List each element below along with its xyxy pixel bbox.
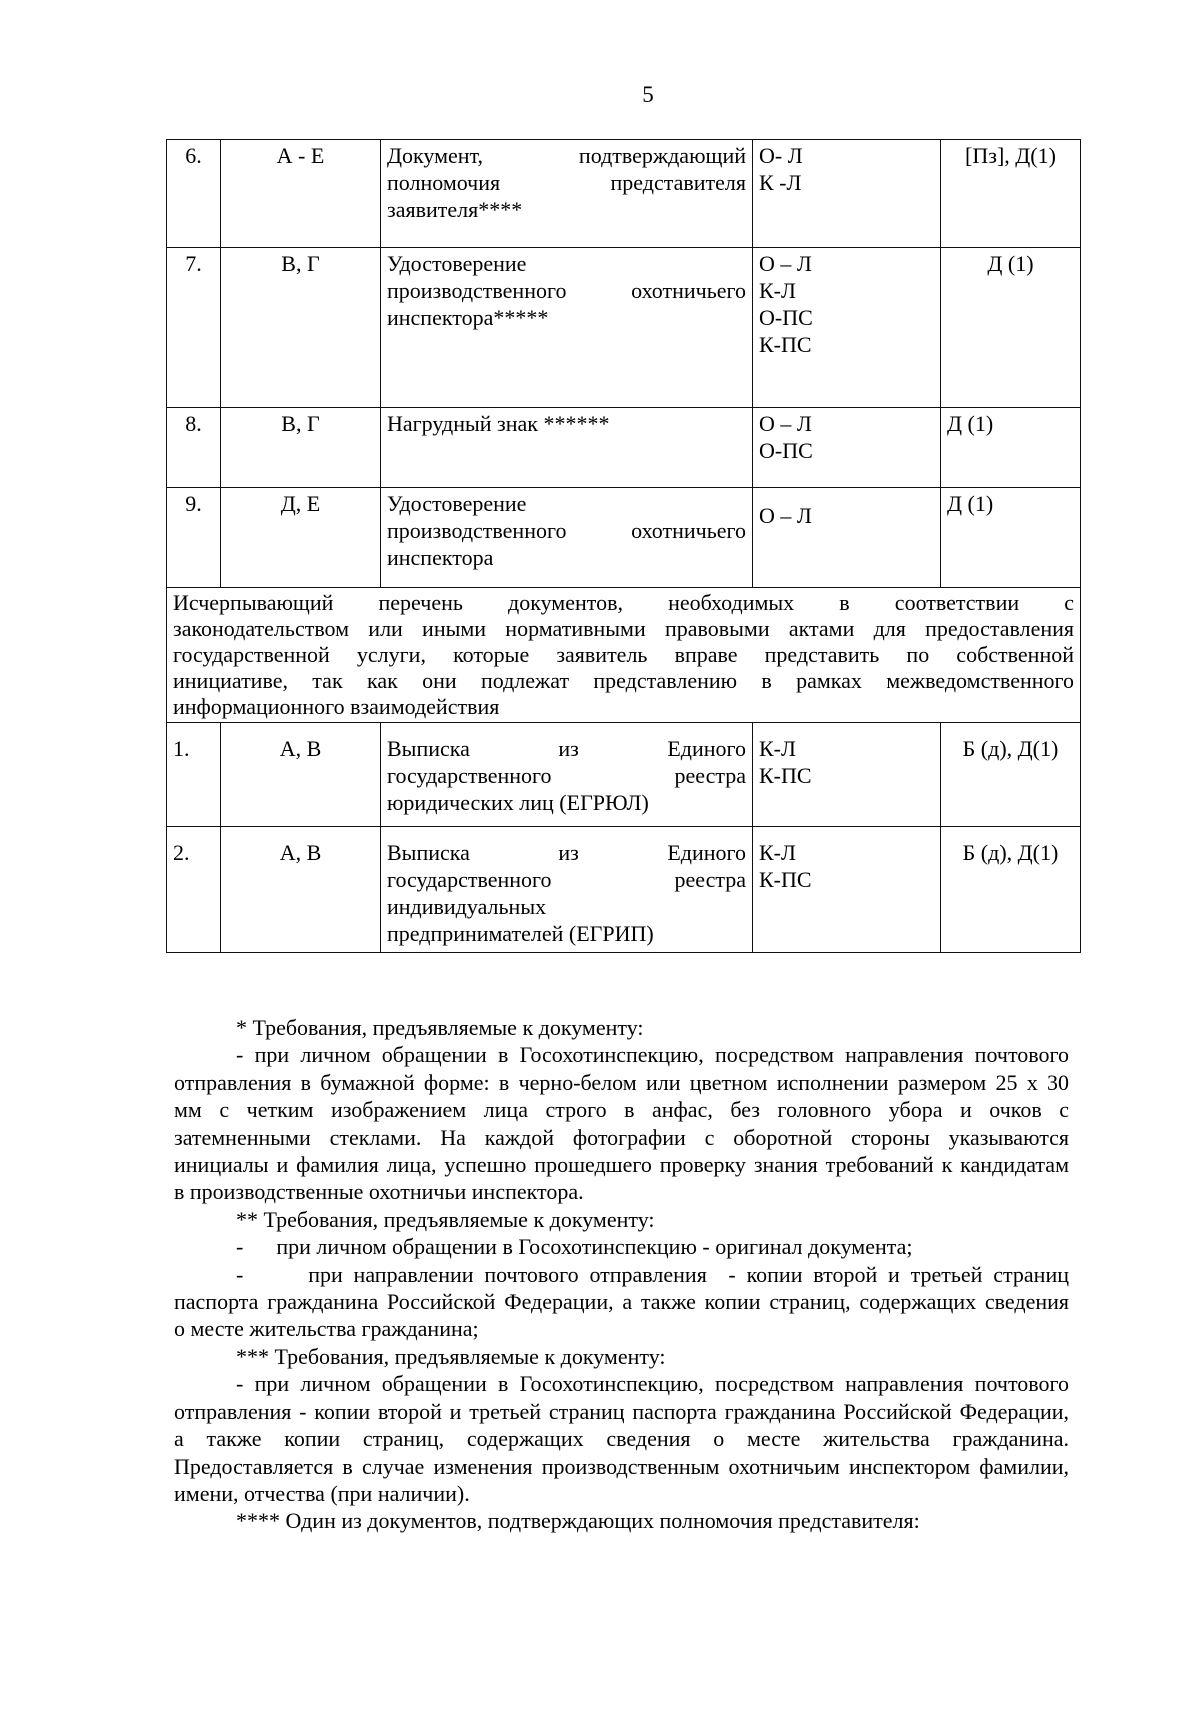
table-row <box>167 140 1081 248</box>
document-line: Удостоверение <box>387 251 527 276</box>
form-line: О – Л <box>759 251 812 276</box>
footnote-1-line: мм с четким изображением лица строго в анфас, без головного убора и очков с <box>174 1097 1069 1123</box>
table-row <box>167 827 1081 953</box>
document-requirement: Д (1) <box>941 248 1081 408</box>
form-line: К-ПС <box>759 332 812 357</box>
applicant-categories: А, В <box>221 723 381 827</box>
footnote-1-line: отправления в бумажной форме: в черно-белом или цветном исполнении размером 25 х 30 <box>174 1069 1069 1095</box>
footnote-1-heading: * Требования, предъявляемые к документу: <box>236 1015 644 1040</box>
document-line: инспектора <box>387 545 494 570</box>
document-line: производственного охотничьего <box>387 518 746 543</box>
document-line: юридических лиц (ЕГРЮЛ) <box>387 790 649 815</box>
applicant-categories: Д, Е <box>221 488 381 588</box>
document-line: Выписка из Единого <box>387 840 746 865</box>
form-line: О-ПС <box>759 438 813 463</box>
applicant-categories: В, Г <box>221 248 381 408</box>
document-requirement: [Пз], Д(1) <box>941 140 1081 248</box>
section-header-line: Исчерпывающий перечень документов, необходимых в соответствии с <box>173 590 1074 615</box>
footnote-1-line: затемненными стеклами. На каждой фотографии с оборотной стороны указываются <box>174 1124 1069 1150</box>
document-line: инспектора***** <box>387 305 549 330</box>
submission-forms <box>753 408 941 488</box>
applicant-categories: А - Е <box>221 140 381 248</box>
footnote-3-line: Предоставляется в случае изменения производственным охотничьим инспектором фамилии, <box>174 1453 1069 1479</box>
form-line: К-ПС <box>759 763 812 788</box>
form-line: О-ПС <box>759 305 813 330</box>
section-header-line: информационного взаимодействия <box>173 694 500 719</box>
document-name <box>381 140 753 248</box>
documents-table <box>166 139 1081 953</box>
document-line: индивидуальных <box>387 894 547 919</box>
form-line: О- Л <box>759 143 803 168</box>
footnote-1-line: в производственные охотничьи инспектора. <box>174 1179 584 1205</box>
document-name <box>381 723 753 827</box>
footnote-3-line: - при личном обращении в Госохотинспекцию, посредством направления почтового <box>236 1371 1069 1397</box>
document-requirement: Б (д), Д(1) <box>941 723 1081 827</box>
document-line: Документ, подтверждающий <box>387 143 746 168</box>
footnote-2-line: о месте жительства гражданина; <box>174 1316 479 1342</box>
footnote-3-line: имени, отчества (при наличии). <box>174 1480 470 1506</box>
applicant-categories: А, В <box>221 827 381 953</box>
footnote-2-heading: ** Требования, предъявляемые к документу: <box>236 1206 655 1232</box>
document-line: государственного реестра <box>387 867 746 892</box>
submission-forms <box>753 248 941 408</box>
form-line: К-Л <box>759 840 796 865</box>
document-line: предпринимателей (ЕГРИП) <box>387 921 654 946</box>
row-number: 1. <box>167 723 221 827</box>
document-requirement: Д (1) <box>941 408 1081 488</box>
footnote-3-line: отправления - копии второй и третьей страниц паспорта гражданина Российской Федерации, <box>174 1398 1069 1424</box>
section-header-line: государственной услуги, которые заявитель вправе представить по собственной <box>173 642 1074 667</box>
form-line: К-ПС <box>759 867 812 892</box>
section-header-row <box>167 588 1081 723</box>
document-line: Удостоверение <box>387 491 527 516</box>
footnote-3-heading: *** Требования, предъявляемые к документу: <box>236 1343 666 1369</box>
table-row <box>167 723 1081 827</box>
document-requirement: Б (д), Д(1) <box>941 827 1081 953</box>
document-line: Выписка из Единого <box>387 736 746 761</box>
footnote-1-line: инициалы и фамилия лица, успешно прошедшего проверку знания требований к кандидатам <box>174 1152 1069 1178</box>
row-number: 8. <box>167 408 221 488</box>
form-line: К-Л <box>759 278 796 303</box>
table-row <box>167 408 1081 488</box>
document-name <box>381 488 753 588</box>
document-name <box>381 827 753 953</box>
footnote-2-line: паспорта гражданина Российской Федерации, а также копии страниц, содержащих сведения <box>174 1289 1069 1315</box>
form-line: К-Л <box>759 736 796 761</box>
footnote-3-line: а также копии страниц, содержащих сведения о месте жительства гражданина. <box>174 1426 1069 1452</box>
footnotes <box>174 1014 1069 1535</box>
submission-forms <box>753 827 941 953</box>
footnote-2-line: - при направлении почтового отправления - копии второй и третьей страниц <box>236 1261 1069 1287</box>
section-header <box>167 588 1081 723</box>
row-number: 9. <box>167 488 221 588</box>
document-name <box>381 408 753 488</box>
document-line: производственного охотничьего <box>387 278 746 303</box>
form-line: О – Л <box>759 411 812 436</box>
section-header-line: инициативе, так как они подлежат представлению в рамках межведомственного <box>173 668 1074 693</box>
submission-forms <box>753 488 941 588</box>
form-line: К -Л <box>759 170 802 195</box>
row-number: 7. <box>167 248 221 408</box>
footnote-4-heading: **** Один из документов, подтверждающих полномочия представителя: <box>236 1508 920 1534</box>
form-line: О – Л <box>759 503 812 528</box>
applicant-categories: В, Г <box>221 408 381 488</box>
footnote-2-item: - при личном обращении в Госохотинспекцию - оригинал документа; <box>236 1234 913 1260</box>
submission-forms <box>753 723 941 827</box>
document-name <box>381 248 753 408</box>
document-line: заявителя**** <box>387 197 523 222</box>
document-line: Нагрудный знак ****** <box>387 411 610 436</box>
table-row <box>167 248 1081 408</box>
row-number: 2. <box>167 827 221 953</box>
table-row <box>167 488 1081 588</box>
document-requirement: Д (1) <box>941 488 1081 588</box>
row-number: 6. <box>167 140 221 248</box>
footnote-1-line: - при личном обращении в Госохотинспекцию, посредством направления почтового <box>236 1042 1069 1068</box>
section-header-line: законодательством или иными нормативными правовыми актами для предоставления <box>173 616 1074 641</box>
document-line: государственного реестра <box>387 763 746 788</box>
document-line: полномочия представителя <box>387 170 746 195</box>
submission-forms <box>753 140 941 248</box>
page-number: 5 <box>642 82 654 107</box>
